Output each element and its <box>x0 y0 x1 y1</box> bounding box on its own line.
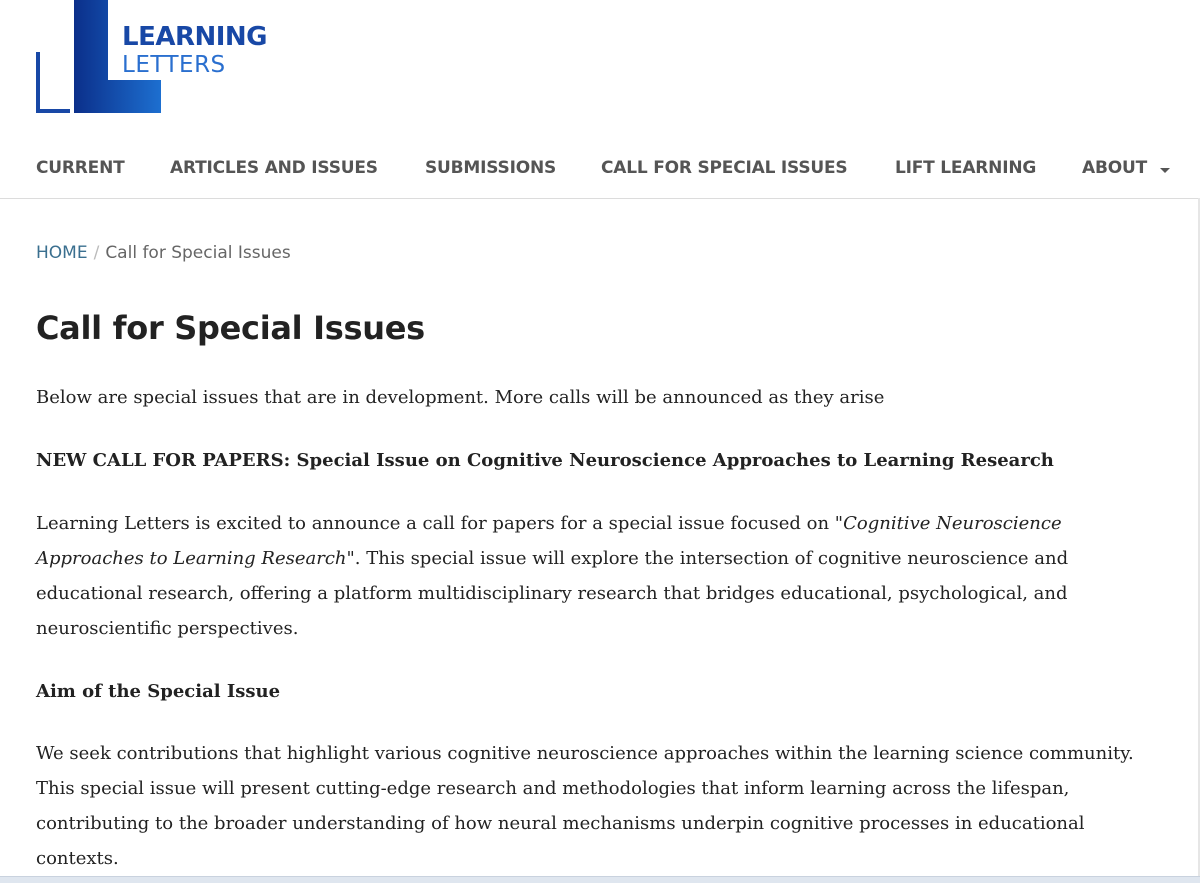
nav-item-about[interactable]: ABOUT <box>1082 158 1147 178</box>
logo-text-learning: LEARNING <box>122 22 268 52</box>
aim-heading: Aim of the Special Issue <box>36 681 281 702</box>
breadcrumb-current: Call for Special Issues <box>105 243 291 263</box>
site-header <box>0 0 1200 199</box>
caret-down-icon[interactable] <box>1160 168 1170 173</box>
call-description-text-start: Learning Letters is excited to announce a call for papers for a special issue focused on " <box>36 513 844 534</box>
breadcrumb <box>36 243 291 263</box>
aim-paragraph: We seek contributions that highlight various cognitive neuroscience approaches within the learning science community. This special issue will present cutting-edge research and methodologies that inform learning across the lifespan, contributing to the broader understanding of how neural mechanisms underpin cognitive processes in educational contexts. <box>36 743 1134 869</box>
nav-item-current[interactable]: CURRENT <box>36 158 125 178</box>
call-description-text-end: ". This special issue will explore the intersection of cognitive neuroscience and educational research, offering a platform multidisciplinary research that bridges educational, psychological, and neuroscientific perspectives. <box>36 548 1069 639</box>
nav-item-submissions[interactable]: SUBMISSIONS <box>425 158 557 178</box>
nav-item-call-for-special-issues[interactable]: CALL FOR SPECIAL ISSUES <box>601 158 848 178</box>
intro-paragraph: Below are special issues that are in development. More calls will be announced as they arise <box>36 387 885 408</box>
call-description-paragraph <box>36 506 1156 646</box>
breadcrumb-home-link[interactable]: HOME <box>36 243 88 263</box>
site-logo[interactable] <box>36 0 296 116</box>
nav-item-lift-learning[interactable]: LIFT LEARNING <box>895 158 1037 178</box>
primary-nav <box>0 152 1200 186</box>
window-bottom-edge <box>0 876 1200 883</box>
logo-text-letters: LETTERS <box>122 52 226 78</box>
breadcrumb-separator: / <box>93 243 100 263</box>
special-issue-title-italic: Cognitive Neuroscience Approaches to Learning Research <box>36 513 1062 569</box>
page-title: Call for Special Issues <box>36 309 425 347</box>
nav-item-articles-and-issues[interactable]: ARTICLES AND ISSUES <box>170 158 378 178</box>
call-for-papers-heading: NEW CALL FOR PAPERS: Special Issue on Cognitive Neuroscience Approaches to Learning Research <box>36 450 1054 471</box>
